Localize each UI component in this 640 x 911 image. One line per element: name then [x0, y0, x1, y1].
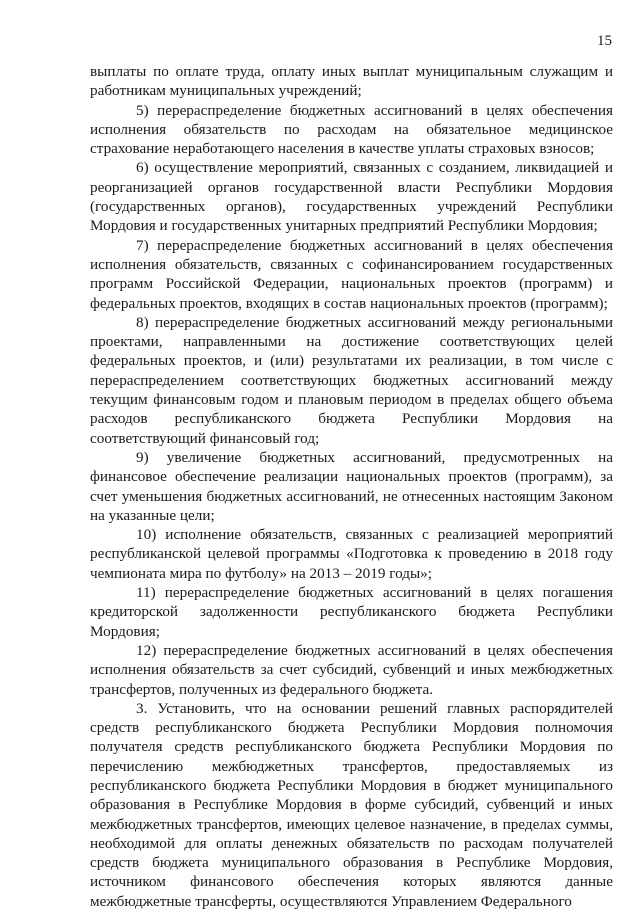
paragraph-item-6: 6) осуществление мероприятий, связанных с созданием, ликвидацией и реорганизацией органов государственной власти Республики Мордовия (государственных органов), государственных учреждений Республики Мордовия и государственных унитарных предприятий Республики Мордовия;: [90, 159, 613, 235]
paragraph-section-3: 3. Установить, что на основании решений главных распорядителей средств республиканского бюджета Республики Мордовия полномочия получателя средств республиканского бюджета Республики Мордовия по перечислению межбюджетных трансфертов, предоставляемых из республиканского бюджета Республики Мордовия в бюджет муниципального образования в Республике Мордовия в форме субсидий, субвенций и иных межбюджетных трансфертов, имеющих целевое назначение, в пределах суммы, необходимой для оплаты денежных обязательств по расходам получателей средств бюджета муниципального образования в Республике Мордовия, источником финансового обеспечения которых являются данные межбюджетные трансферты, осуществляются Управлением Федерального: [90, 699, 613, 910]
paragraph-item-9: 9) увеличение бюджетных ассигнований, предусмотренных на финансовое обеспечение реализации национальных проектов (программ), за счет уменьшения бюджетных ассигнований, не отнесенных настоящим Законом на указанные цели;: [90, 448, 613, 524]
paragraph-item-5: 5) перераспределение бюджетных ассигнований в целях обеспечения исполнения обязательств по расходам на обязательное медицинское страхование неработающего населения в качестве уплаты страховых взносов;: [90, 101, 613, 158]
paragraph-item-10: 10) исполнение обязательств, связанных с реализацией мероприятий республиканской целевой программы «Подготовка к проведению в 2018 году чемпионата мира по футболу» на 2013 – 2019 годы»;: [90, 526, 613, 582]
paragraph-item-12: 12) перераспределение бюджетных ассигнований в целях обеспечения исполнения обязательств за счет субсидий, субвенций и иных межбюджетных трансфертов, полученных из федерального бюджета.: [90, 641, 613, 698]
paragraph-item-8: 8) перераспределение бюджетных ассигнований между региональными проектами, направленными на достижение соответствующих целей федеральных проектов, и (или) результатами их реализации, в том числе с перераспределением соответствующих бюджетных ассигнований между текущим финансовым годом и плановым периодом в пределах общего объема расходов республиканского бюджета Республики Мордовия на соответствующий финансовый год;: [90, 313, 613, 447]
paragraph-item-11: 11) перераспределение бюджетных ассигнований в целях погашения кредиторской задолженности республиканского бюджета Республики Мордовия;: [90, 584, 613, 640]
paragraph-continuation: выплаты по оплате труда, оплату иных выплат муниципальным служащим и работникам муниципальных учреждений;: [90, 63, 613, 100]
page-number: 15: [597, 33, 612, 49]
paragraph-item-7: 7) перераспределение бюджетных ассигнований в целях обеспечения исполнения обязательств, связанных с софинансированием государственных программ Российской Федерации, национальных проектов (программ) и федеральных проектов, входящих в состав национальных проектов (программ);: [90, 236, 613, 312]
